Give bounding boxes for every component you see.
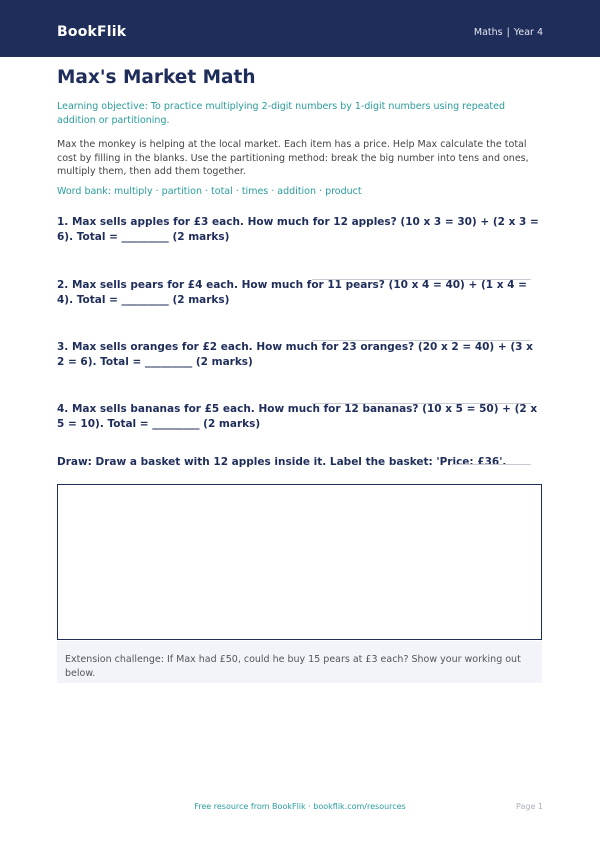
page-number: Page 1	[516, 802, 543, 811]
subject-label: Maths	[473, 27, 503, 38]
year-label: Year 4	[513, 27, 543, 38]
brand-logo-text: BookFlik	[57, 24, 127, 40]
draw-prompt-line	[452, 464, 531, 465]
meta-separator: |	[506, 27, 510, 38]
page-header	[0, 0, 600, 57]
intro-paragraph: Max the monkey is helping at the local market. Each item has a price. Help Max calculate the total cost by filling in the blanks. Use the partitioning method: break the big number into tens and ones, multiply them, then add them together.	[57, 139, 529, 177]
word-bank: Word bank: multiply · partition · total · times · addition · product	[57, 186, 362, 197]
drawing-area[interactable]	[57, 484, 542, 640]
extension-challenge: Extension challenge: If Max had £50, could he buy 15 pears at £3 each? Show your working out below.	[57, 641, 542, 683]
draw-prompt: Draw: Draw a basket with 12 apples inside it. Label the basket: 'Price: £36'.	[57, 456, 507, 468]
learning-objective: Learning objective: To practice multiplying 2-digit numbers by 1-digit numbers using repeated addition or partitioning.	[57, 101, 505, 126]
question-1: 1. Max sells apples for £3 each. How much for 12 apples? (10 x 3 = 30) + (2 x 3 = 6). Total = _________ (2 marks)	[57, 216, 539, 243]
footer-resource-link[interactable]: Free resource from BookFlik · bookflik.com/resources	[194, 802, 406, 811]
question-4: 4. Max sells bananas for £5 each. How much for 12 bananas? (10 x 5 = 50) + (2 x 5 = 10). Total = _________ (2 marks)	[57, 403, 538, 430]
question-2: 2. Max sells pears for £4 each. How much for 11 pears? (10 x 4 = 40) + (1 x 4 = 4). Total = _________ (2 marks)	[57, 279, 527, 306]
subject-year-label	[474, 26, 543, 40]
worksheet-title: Max's Market Math	[57, 67, 256, 88]
question-3: 3. Max sells oranges for £2 each. How much for 23 oranges? (20 x 2 = 40) + (3 x 2 = 6). Total = _________ (2 marks)	[57, 341, 533, 368]
